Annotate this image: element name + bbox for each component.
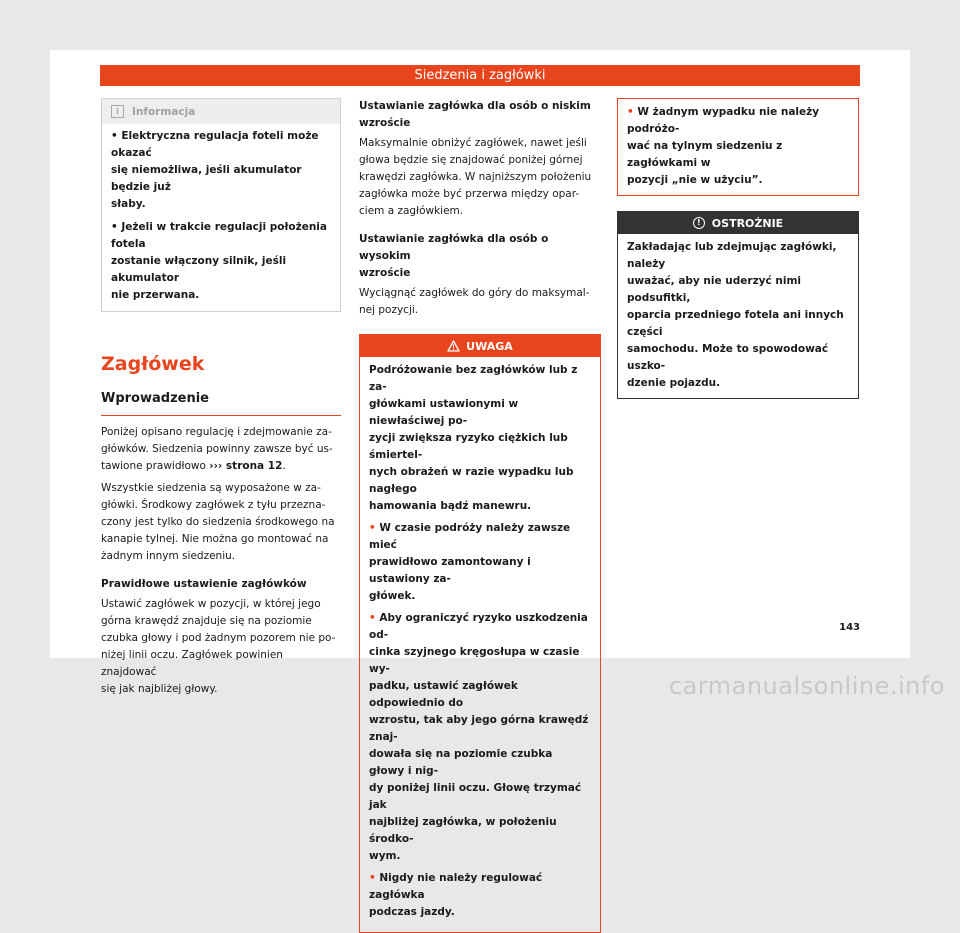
high-height-text: Wyciągnąć zagłówek do góry do maksymal- nej pozycji. bbox=[359, 287, 590, 316]
info-box bbox=[101, 98, 341, 312]
info-box-label: Informacja bbox=[132, 105, 196, 118]
warning-bullet: • Aby ograniczyć ryzyko uszkodzenia od- cinka szyjnego kręgosłupa w czasie wy- padku, ustawić zagłówek odpowiednio do wzrostu, tak aby jego górna krawędź znaj- dowała się na poziomie czubka głowy i nig- dy poniżej linii oczu. Głowę trzymać jak najbliżej zagłówka, w położeniu środko- wym. bbox=[369, 612, 589, 862]
warning-box bbox=[359, 334, 601, 933]
low-height-heading: Ustawianie zagłówka dla osób o niskim wzroście bbox=[359, 100, 591, 129]
column-right bbox=[617, 98, 859, 399]
warning-intro: Podróżowanie bez zagłówków lub z za- główkami ustawionymi w niewłaściwej po- zycji zwiększa ryzyko ciężkich lub śmiertel- nych obrażeń w razie wypadku lub nagłego hamowania bądź manewru. bbox=[369, 364, 578, 512]
page-number: 143 bbox=[839, 622, 860, 633]
intro-paragraph: Poniżej opisano regulację i zdejmowanie za- główków. Siedzenia powinny zawsze być us- tawione prawidłowo ››› strona 12. bbox=[101, 426, 333, 472]
reference-arrow-icon: ››› bbox=[209, 460, 223, 472]
subsection-title: Wprowadzenie bbox=[101, 391, 209, 406]
correct-position-heading: Prawidłowe ustawienie zagłówków bbox=[101, 578, 307, 590]
column-middle bbox=[359, 98, 601, 933]
warning-bullet: • Nigdy nie należy regulować zagłówka podczas jazdy. bbox=[369, 872, 543, 918]
intro-paragraph: Wszystkie siedzenia są wyposażone w za- główki. Środkowy zagłówek z tyłu przezna- czony jest tylko do siedzenia środkowego na kanapie tylnej. Nie można go montować na żadnym innym siedzeniu. bbox=[101, 482, 335, 562]
info-icon: i bbox=[111, 105, 124, 118]
warning-bullet: • W czasie podróży należy zawsze mieć prawidłowo zamontowany i ustawiony za- główek. bbox=[369, 522, 571, 602]
caution-box-header bbox=[618, 212, 858, 234]
column-left bbox=[101, 98, 341, 698]
info-bullet: • Elektryczna regulacja foteli może okazać się niemożliwa, jeśli akumulator będzie już słaby. bbox=[111, 130, 319, 210]
caution-box-label: OSTROŻNIE bbox=[711, 216, 784, 230]
info-box-header bbox=[102, 99, 340, 124]
caution-circle-icon: ! bbox=[693, 217, 705, 229]
info-bullet: • Jeżeli w trakcie regulacji położenia fotela zostanie włączony silnik, jeśli akumulator nie przerwana. bbox=[111, 221, 327, 301]
high-height-heading: Ustawianie zagłówka dla osób o wysokim wzroście bbox=[359, 233, 549, 279]
warning-box-header bbox=[360, 335, 600, 357]
page-reference-link[interactable]: ››› strona 12 bbox=[209, 460, 283, 472]
caution-box bbox=[617, 211, 859, 399]
low-height-text: Maksymalnie obniżyć zagłówek, nawet jeśli głowa będzie się znajdować poniżej górnej krawędzi zagłówka. W najniższym położeniu zagłówka może być przerwa między opar- ciem a zagłówkiem. bbox=[359, 137, 592, 217]
caution-text: Zakładając lub zdejmując zagłówki, należy uważać, aby nie uderzyć nimi podsufitki, oparcia przedniego fotela ani innych części samochodu. Może to spowodować uszko- dzenie pojazdu. bbox=[627, 241, 844, 389]
section-divider bbox=[101, 415, 341, 416]
chapter-header: Siedzenia i zagłówki bbox=[100, 65, 860, 86]
warning-box-label: UWAGA bbox=[466, 339, 513, 353]
warning-bullet: • W żadnym wypadku nie należy podróżo- wać na tylnym siedzeniu z zagłówkami w pozycji „nie w użyciu”. bbox=[627, 106, 820, 186]
correct-position-text: Ustawić zagłówek w pozycji, w której jego górna krawędź znajduje się na poziomie czubka głowy i pod żadnym pozorem nie po- niżej linii oczu. Zagłówek powinien znajdować się jak najbliżej głowy. bbox=[101, 598, 336, 695]
watermark: carmanualsonline.info bbox=[668, 672, 945, 700]
warning-continuation-box bbox=[617, 98, 859, 196]
warning-triangle-icon bbox=[447, 340, 460, 352]
section-title: Zagłówek bbox=[101, 353, 205, 375]
